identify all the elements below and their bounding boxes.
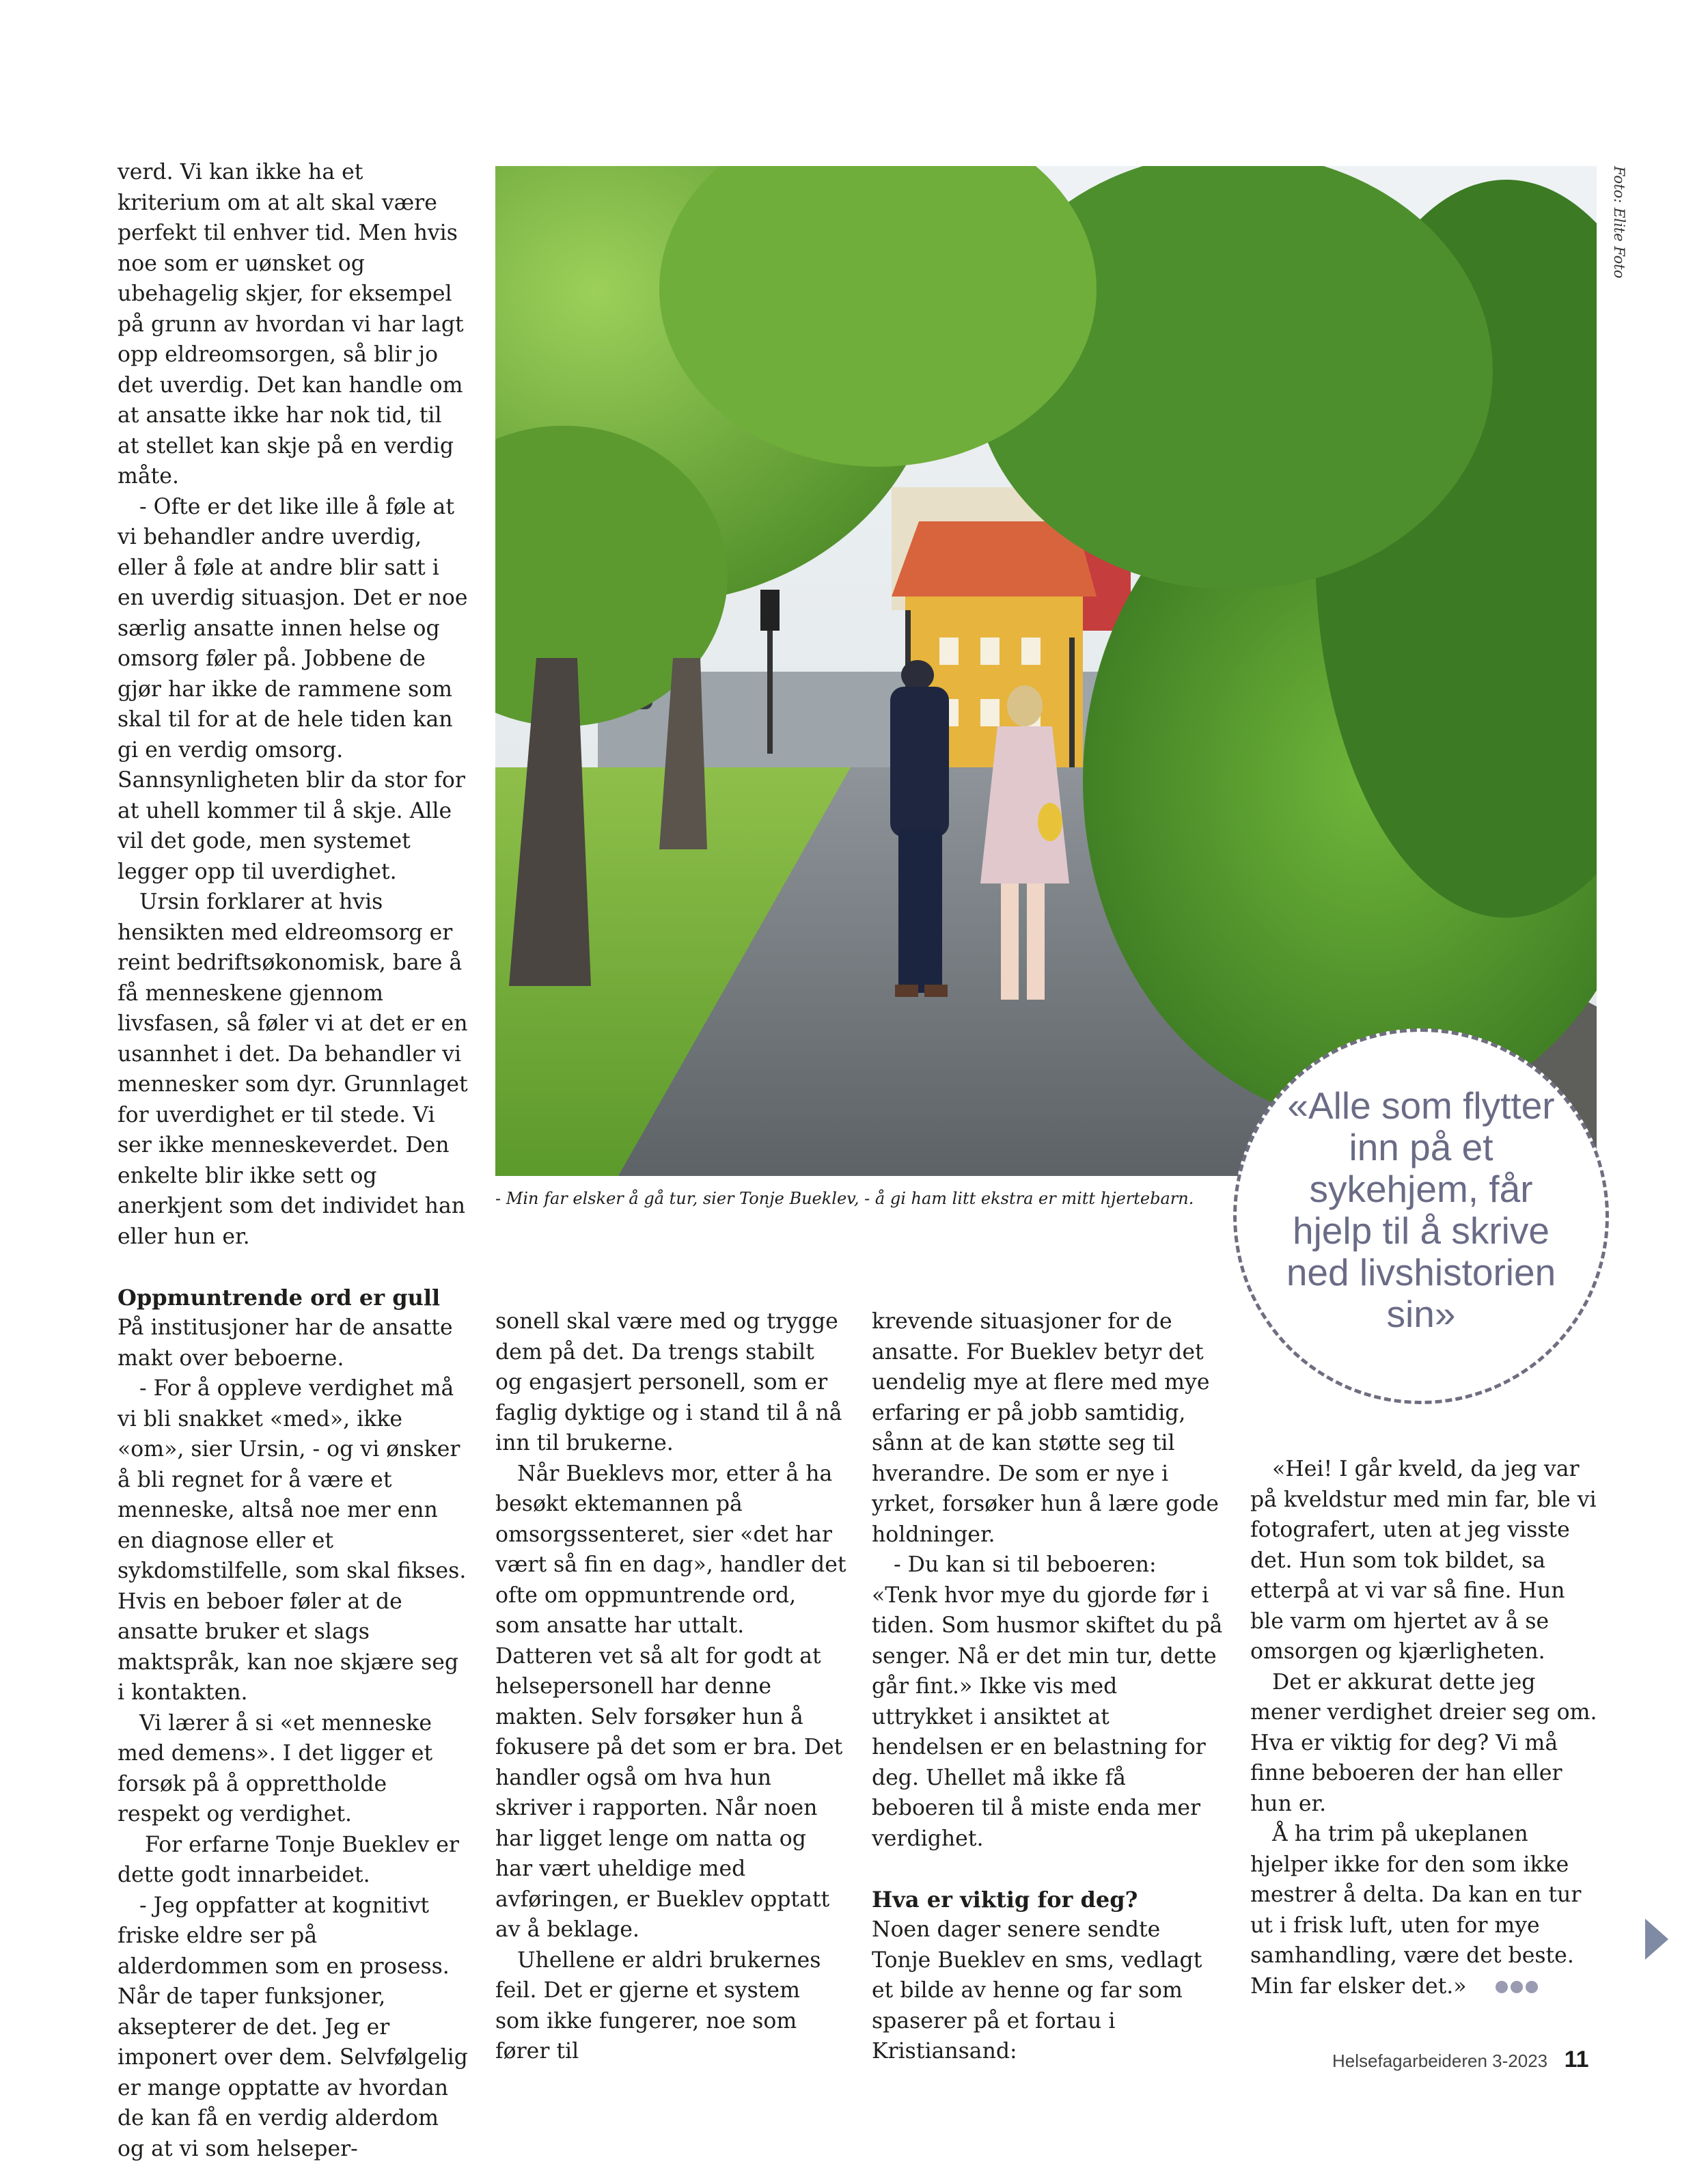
paragraph: krevende situasjoner for de ansatte. For Bueklev betyr det uendelig mye at flere med mye erfaring er på jobb samtidig, sånn at de kan støtte seg til hverandre. De som er nye i yrket, forsøker hun å lære gode holdninger. (872, 1306, 1224, 1550)
paragraph: Ursin forklarer at hvis hensikten med eldreomsorg er reint bedriftsøkonomisk, bare å få menneskene gjennom livsfasen, så føler vi at det er en usannhet i det. Da behandler vi mennesker som dyr. Grunnlaget for uverdighet er til stede. Vi ser ikke menneskeverdet. Den enkelte blir ikke sett og anerkjent som det individet han eller hun er. (118, 887, 469, 1252)
publication-name: Helsefagarbeideren 3-2023 (1332, 2051, 1547, 2071)
page-footer (1332, 2046, 1589, 2073)
article-photo (495, 166, 1597, 1176)
paragraph: Vi lærer å si «et menneske med demens». I det ligger et forsøk på å opprettholde respekt og verdighet. (118, 1708, 469, 1830)
text-column-1 (118, 157, 469, 2164)
paragraph: Når Bueklevs mor, etter å ha besøkt ektemannen på omsorgssenteret, sier «det har vært så fin en dag», handler det ofte om oppmuntrende ord, som ansatte har uttalt. Datteren vet så alt for godt at helsepersonell har denne makten. Selv forsøker hun å fokusere på det som er bra. Det handler også om hva hun skriver i rapporten. Når noen har ligget lenge om natta og har vært uheldige med avføringen, er Bueklev opptatt av å beklage. (495, 1459, 847, 1945)
page-number: 11 (1565, 2046, 1589, 2072)
paragraph: sonell skal være med og trygge dem på det. Da trengs stabilt og engasjert personell, som er faglig dyktige og i stand til å nå inn til brukerne. (495, 1306, 847, 1459)
text-column-2 (495, 1306, 847, 2067)
photo-credit: Foto: Elite Foto (1611, 166, 1627, 278)
paragraph: - Du kan si til beboeren: «Tenk hvor mye du gjorde før i tiden. Som husmor skiftet du på senger. Nå er det min tur, dette går fint.» Ikke vis med uttrykket i ansiktet at hendelsen er en belastning for deg. Uhellet må ikke få beboeren til å miste enda mer verdighet. (872, 1550, 1224, 1854)
end-mark-icon (1474, 1971, 1541, 2002)
paragraph: - For å oppleve verdighet må vi bli snakket «med», ikke «om», sier Ursin, - og vi ønsker å bli regnet for å være et menneske, altså noe mer enn en diagnose eller et sykdomstilfelle, som skal fikses. Hvis en beboer føler at de ansatte bruker et slags maktspråk, kan noe skjære seg i kontakten. (118, 1373, 469, 1708)
paragraph: «Hei! I går kveld, da jeg var på kveldstur med min far, ble vi fotografert, uten at jeg visste det. Hun som tok bildet, sa etterpå at vi var så fine. Hun ble varm om hjertet av å se omsorgen og kjærligheten. (1250, 1454, 1602, 1667)
paragraph: - Ofte er det like ille å føle at vi behandler andre uverdig, eller å føle at andre blir satt i en uverdig situasjon. Det er noe særlig ansatte innen helse og omsorg føler på. Jobbene de gjør har ikke de rammene som skal til for at de hele tiden kan gi en verdig omsorg. Sannsynligheten blir da stor for at uhell kommer til å skje. Alle vil det gode, men systemet legger opp til uverdighet. (118, 492, 469, 888)
text-column-3 (872, 1306, 1224, 2067)
paragraph: Det er akkurat dette jeg mener verdighet dreier seg om. Hva er viktig for deg? Vi må finne beboeren der han eller hun er. (1250, 1667, 1602, 1820)
paragraph-text: Å ha trim på ukeplanen hjelper ikke for den som ikke mestrer å delta. Da kan en tur ut i frisk luft, uten for mye samhandling, være det beste. Min far elsker det.» (1250, 1822, 1581, 1999)
section-heading: Hva er viktig for deg? (872, 1885, 1224, 1915)
pull-quote (1233, 1028, 1609, 1404)
paragraph (1250, 1819, 1602, 2001)
next-page-arrow-icon (1645, 1919, 1668, 1960)
paragraph: Noen dager senere sendte Tonje Bueklev en sms, vedlagt et bilde av henne og far som spaserer på et fortau i Kristiansand: (872, 1915, 1224, 2067)
section-heading: Oppmuntrende ord er gull (118, 1283, 469, 1313)
paragraph: På institusjoner har de ansatte makt over beboerne. (118, 1313, 469, 1373)
text-column-4 (1250, 1454, 1602, 2001)
paragraph: Uhellene er aldri brukernes feil. Det er gjerne et system som ikke fungerer, noe som fører til (495, 1945, 847, 2067)
paragraph: For erfarne Tonje Bueklev er dette godt innarbeidet. (118, 1830, 469, 1891)
paragraph: - Jeg oppfatter at kognitivt friske eldre ser på alderdommen som en prosess. Når de taper funksjoner, aksepterer de det. Jeg er imponert over dem. Selvfølgelig er mange opptatte av hvordan de kan få en verdig alderdom og at vi som helseper- (118, 1891, 469, 2164)
paragraph: verd. Vi kan ikke ha et kriterium om at alt skal være perfekt til enhver tid. Men hvis noe som er uønsket og ubehagelig skjer, for eksempel på grunn av hvordan vi har lagt opp eldreomsorgen, så blir jo det uverdig. Det kan handle om at ansatte ikke har nok tid, til at stellet kan skje på en verdig måte. (118, 157, 469, 492)
pull-quote-text: «Alle som flytter inn på et sykehjem, får hjelp til å skrive ned livshistorien sin» (1271, 1085, 1571, 1335)
photo-caption: - Min far elsker å gå tur, sier Tonje Bueklev, - å gi ham litt ekstra er mitt hjertebarn. (495, 1188, 1247, 1209)
